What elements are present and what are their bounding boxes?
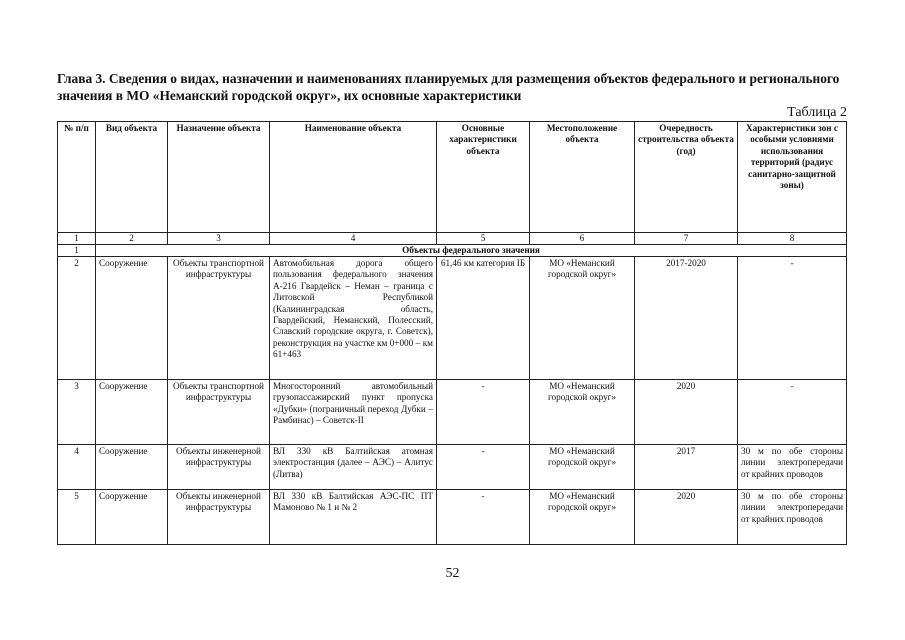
section-title: Объекты федерального значения (96, 245, 847, 257)
special-zones: 30 м по обе стороны линии электропередачи от крайних проводов (738, 445, 847, 490)
table-label: Таблица 2 (787, 105, 847, 120)
construction-year: 2017-2020 (635, 257, 738, 380)
column-number: 5 (437, 233, 530, 245)
object-purpose: Объекты инженерной инфраструктуры (168, 445, 270, 490)
object-name: Многосторонний автомобильный грузопассажирский пункт пропуска «Дубки» (пограничный переход Дубки – Рамбинас) – Советск-II (270, 380, 437, 445)
object-location: МО «Неманский городской округ» (530, 257, 635, 380)
table-row (58, 380, 847, 445)
object-name: ВЛ 330 кВ Балтийская атомная электростанция (далее – АЭС) – Алитус (Литва) (270, 445, 437, 490)
object-purpose: Объекты транспортной инфраструктуры (168, 257, 270, 380)
chapter-heading: Глава 3. Сведения о видах, назначении и наименованиях планируемых для размещения объектов федерального и регионального значения в МО «Неманский городской округ», их основные характеристики (57, 71, 840, 103)
object-characteristics: 61,46 км категория IБ (437, 257, 530, 380)
object-type: Сооружение (96, 380, 168, 445)
object-purpose: Объекты транспортной инфраструктуры (168, 380, 270, 445)
object-purpose: Объекты инженерной инфраструктуры (168, 490, 270, 545)
special-zones: - (738, 380, 847, 445)
construction-year: 2020 (635, 380, 738, 445)
column-header-location: Местоположение объекта (530, 122, 635, 233)
section-row (58, 245, 847, 257)
column-number: 3 (168, 233, 270, 245)
object-location: МО «Неманский городской округ» (530, 445, 635, 490)
objects-table (57, 121, 847, 545)
column-number-row (58, 233, 847, 245)
table-row (58, 445, 847, 490)
object-location: МО «Неманский городской округ» (530, 380, 635, 445)
column-number: 4 (270, 233, 437, 245)
object-type: Сооружение (96, 490, 168, 545)
column-header-purpose: Назначение объекта (168, 122, 270, 233)
column-number: 2 (96, 233, 168, 245)
column-number: 6 (530, 233, 635, 245)
row-number: 2 (58, 257, 96, 380)
column-number: 7 (635, 233, 738, 245)
column-number: 8 (738, 233, 847, 245)
special-zones: 30 м по обе стороны линии электропередачи от крайних проводов (738, 490, 847, 545)
column-number: 1 (58, 233, 96, 245)
object-name: ВЛ 330 кВ Балтийская АЭС-ПС ПТ Мамоново № 1 и № 2 (270, 490, 437, 545)
special-zones: - (738, 257, 847, 380)
construction-year: 2020 (635, 490, 738, 545)
table-row (58, 490, 847, 545)
object-name: Автомобильная дорога общего пользования федерального значения А-216 Гвардейск – Неман – граница с Литовской Республикой (Калининградская область, Гвардейский, Неманский, Полесский, Славский городские округа, г. Советск), реконструкция на участке км 0+000 – км 61+463 (270, 257, 437, 380)
table-row (58, 257, 847, 380)
object-type: Сооружение (96, 445, 168, 490)
column-header-number: № п/п (58, 122, 96, 233)
column-header-type: Вид объекта (96, 122, 168, 233)
section-number: 1 (58, 245, 96, 257)
object-type: Сооружение (96, 257, 168, 380)
column-header-name: Наименование объекта (270, 122, 437, 233)
object-location: МО «Неманский городской округ» (530, 490, 635, 545)
column-header-characteristics: Основные характеристики объекта (437, 122, 530, 233)
column-header-year: Очередность строительства объекта (год) (635, 122, 738, 233)
row-number: 5 (58, 490, 96, 545)
page-number: 52 (445, 566, 460, 581)
row-number: 4 (58, 445, 96, 490)
table-header-row (58, 122, 847, 233)
column-header-zones: Характеристики зон с особыми условиями использования территорий (радиус санитарно-защитной зоны) (738, 122, 847, 233)
row-number: 3 (58, 380, 96, 445)
object-characteristics: - (437, 445, 530, 490)
object-characteristics: - (437, 380, 530, 445)
construction-year: 2017 (635, 445, 738, 490)
object-characteristics: - (437, 490, 530, 545)
